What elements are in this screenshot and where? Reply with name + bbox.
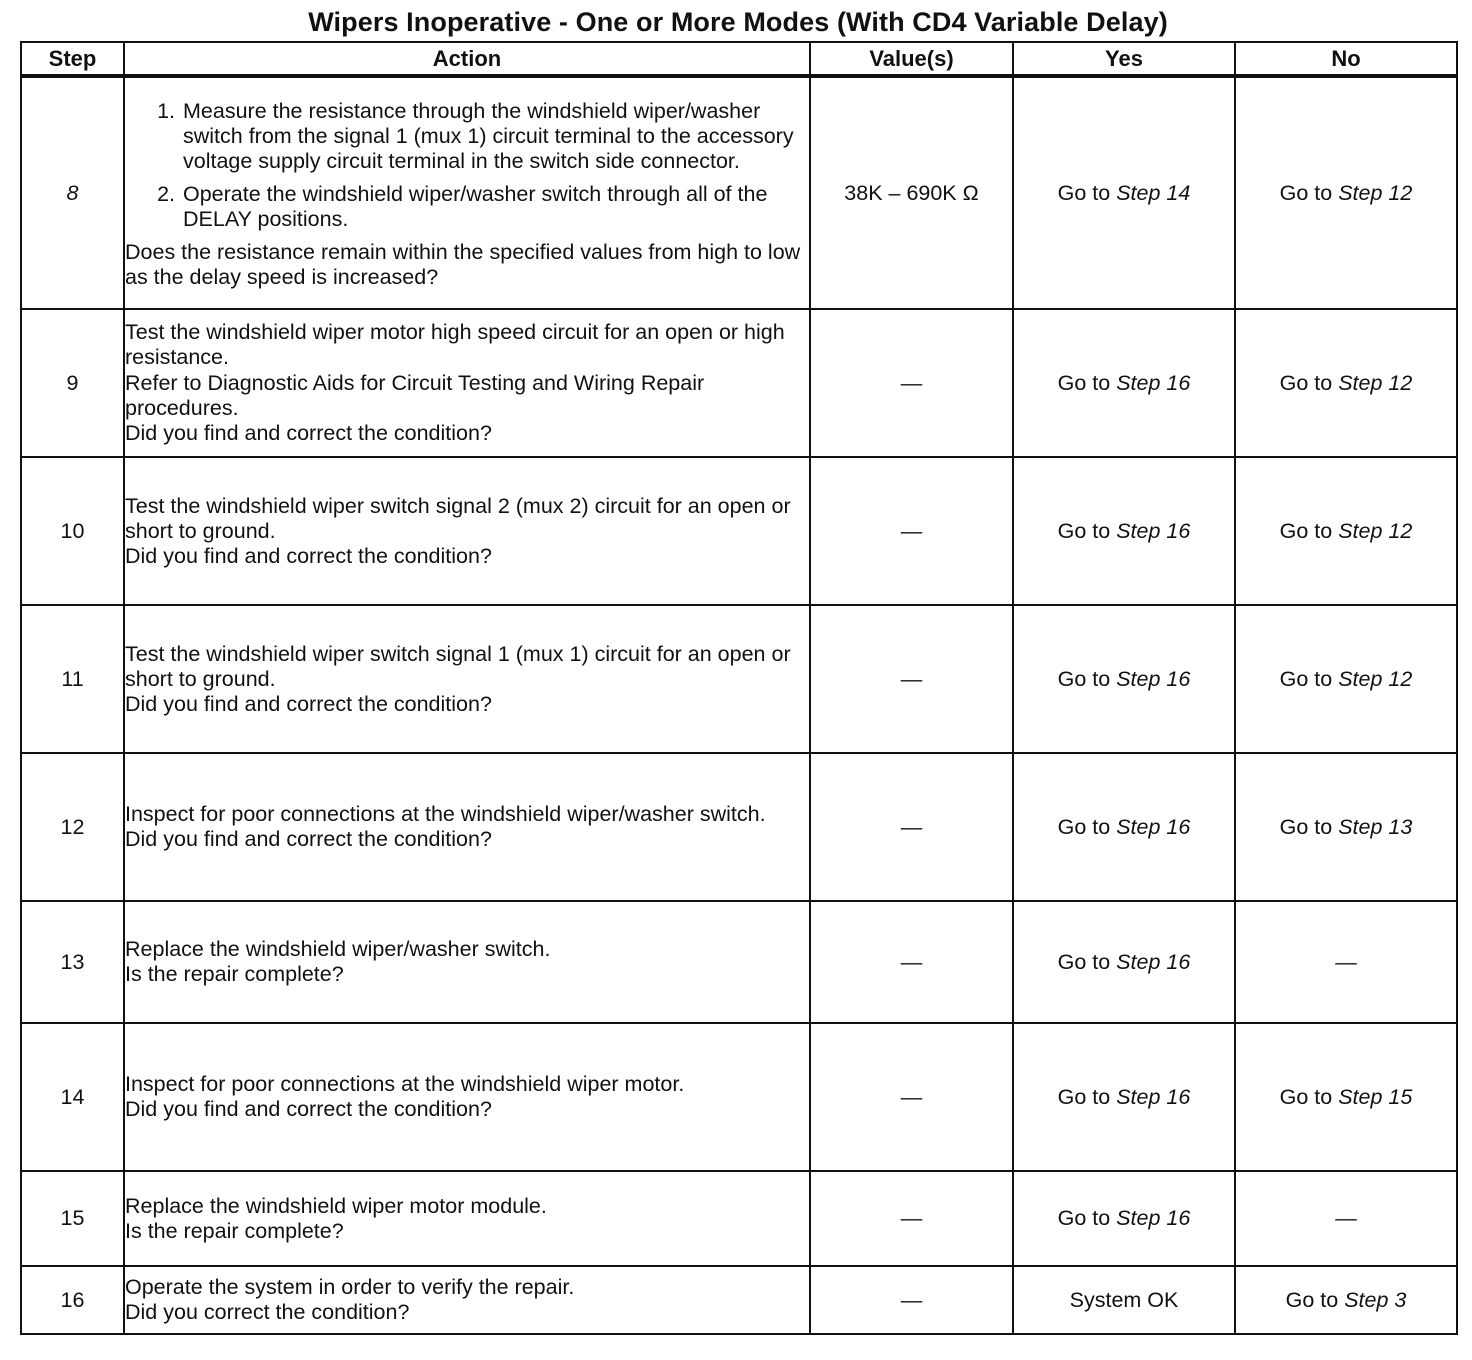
action-reference: Refer to Diagnostic Aids for Circuit Testing and Wiring Repair procedures. — [125, 371, 705, 420]
yes-prefix: Go to — [1057, 518, 1111, 543]
no-prefix: Go to — [1279, 518, 1333, 543]
step-number: 10 — [21, 457, 124, 605]
action-text: Replace the windshield wiper/washer switch. — [125, 937, 551, 961]
value-cell: — — [810, 605, 1013, 753]
yes-cell: System OK — [1013, 1266, 1235, 1334]
yes-prefix: Go to — [1057, 370, 1111, 395]
list-item: 2. Operate the windshield wiper/washer switch through all of the DELAY positions. — [181, 182, 809, 232]
action-cell — [124, 605, 810, 753]
action-question: Did you find and correct the condition? — [125, 691, 492, 716]
value-cell: — — [810, 457, 1013, 605]
no-cell: — — [1235, 901, 1457, 1023]
action-question: Is the repair complete? — [125, 962, 344, 986]
no-cell — [1235, 457, 1457, 605]
yes-cell — [1013, 901, 1235, 1023]
list-item: 1. Measure the resistance through the windshield wiper/washer switch from the signal 1 (mux 1) circuit terminal to the accessory voltage supply circuit terminal in the switch side connector. — [181, 99, 809, 174]
value-cell: — — [810, 1171, 1013, 1266]
no-cell — [1235, 605, 1457, 753]
value-cell: — — [810, 1023, 1013, 1171]
no-prefix: Go to — [1279, 1084, 1333, 1109]
table-row — [21, 76, 1457, 309]
yes-step-link[interactable]: Step 16 — [1116, 666, 1191, 691]
action-cell — [124, 1171, 810, 1266]
step-number: 14 — [21, 1023, 124, 1171]
table-header-row — [21, 42, 1457, 76]
no-prefix: Go to — [1279, 370, 1333, 395]
table-row — [21, 1023, 1457, 1171]
action-text: Test the windshield wiper switch signal 2 (mux 2) circuit for an open or short to ground. — [125, 493, 791, 543]
no-step-link[interactable]: Step 12 — [1338, 518, 1413, 543]
table-row — [21, 1171, 1457, 1266]
header-step: Step — [21, 42, 124, 76]
action-text: Test the windshield wiper switch signal 1 (mux 1) circuit for an open or short to ground. — [125, 641, 791, 691]
action-question: Is the repair complete? — [125, 1218, 344, 1243]
no-prefix: Go to — [1279, 666, 1333, 691]
action-cell — [124, 309, 810, 457]
table-row — [21, 457, 1457, 605]
no-step-link[interactable]: Step 3 — [1344, 1287, 1407, 1312]
value-cell: — — [810, 901, 1013, 1023]
step-number: 15 — [21, 1171, 124, 1266]
yes-step-link[interactable]: Step 16 — [1116, 814, 1191, 839]
yes-prefix: Go to — [1057, 666, 1111, 691]
value-cell: 38K – 690K Ω — [810, 76, 1013, 309]
action-text: Inspect for poor connections at the windshield wiper motor. — [125, 1072, 685, 1096]
yes-step-link[interactable]: Step 16 — [1116, 518, 1191, 543]
action-cell — [124, 1266, 810, 1334]
yes-prefix: Go to — [1057, 1084, 1111, 1109]
step-number: 12 — [21, 753, 124, 901]
table-row — [21, 309, 1457, 457]
action-question: Did you correct the condition? — [125, 1300, 410, 1324]
header-no: No — [1235, 42, 1457, 76]
yes-prefix: Go to — [1057, 949, 1111, 974]
step-number: 11 — [21, 605, 124, 753]
yes-prefix: Go to — [1057, 1206, 1111, 1230]
no-step-link[interactable]: Step 12 — [1338, 370, 1413, 395]
step-number: 16 — [21, 1266, 124, 1334]
yes-step-link[interactable]: Step 16 — [1116, 949, 1191, 974]
yes-step-link[interactable]: Step 16 — [1116, 370, 1191, 395]
no-step-link[interactable]: Step 12 — [1338, 180, 1413, 205]
yes-cell — [1013, 605, 1235, 753]
action-steps-list — [125, 99, 809, 232]
action-text: Test the windshield wiper motor high speed circuit for an open or high resistance. — [125, 320, 785, 369]
yes-cell — [1013, 457, 1235, 605]
no-cell — [1235, 1266, 1457, 1334]
no-prefix: Go to — [1285, 1287, 1339, 1312]
header-action: Action — [124, 42, 810, 76]
yes-step-link[interactable]: Step 16 — [1116, 1084, 1191, 1109]
action-cell — [124, 457, 810, 605]
action-question: Did you find and correct the condition? — [125, 543, 492, 568]
yes-cell — [1013, 1171, 1235, 1266]
yes-prefix: Go to — [1057, 814, 1111, 839]
document-title: Wipers Inoperative - One or More Modes (With CD4 Variable Delay) — [308, 7, 1168, 37]
action-text: Operate the system in order to verify the repair. — [125, 1275, 575, 1299]
table-row — [21, 901, 1457, 1023]
no-step-link[interactable]: Step 12 — [1338, 666, 1413, 691]
step-number: 13 — [21, 901, 124, 1023]
value-cell: — — [810, 309, 1013, 457]
yes-cell — [1013, 76, 1235, 309]
action-question: Does the resistance remain within the specified values from high to low as the delay speed is increased? — [125, 239, 801, 289]
no-cell — [1235, 76, 1457, 309]
no-step-link[interactable]: Step 13 — [1338, 814, 1413, 839]
value-cell: — — [810, 1266, 1013, 1334]
header-values: Value(s) — [810, 42, 1013, 76]
no-cell — [1235, 309, 1457, 457]
no-prefix: Go to — [1279, 180, 1333, 205]
no-cell — [1235, 753, 1457, 901]
action-text: Replace the windshield wiper motor module. — [125, 1193, 547, 1218]
step-number: 8 — [21, 76, 124, 309]
value-cell: — — [810, 753, 1013, 901]
table-row — [21, 1266, 1457, 1334]
action-text: Inspect for poor connections at the windshield wiper/washer switch. — [125, 802, 766, 826]
action-cell — [124, 76, 810, 309]
table-row — [21, 605, 1457, 753]
yes-cell — [1013, 1023, 1235, 1171]
action-cell — [124, 1023, 810, 1171]
yes-step-link[interactable]: Step 16 — [1116, 1206, 1191, 1230]
yes-cell — [1013, 753, 1235, 901]
action-question: Did you find and correct the condition? — [125, 1097, 492, 1121]
header-yes: Yes — [1013, 42, 1235, 76]
table-row — [21, 753, 1457, 901]
yes-cell — [1013, 309, 1235, 457]
no-step-link[interactable]: Step 15 — [1338, 1084, 1413, 1109]
yes-prefix: Go to — [1057, 180, 1111, 205]
no-cell — [1235, 1023, 1457, 1171]
action-question: Did you find and correct the condition? — [125, 421, 492, 445]
yes-step-link[interactable]: Step 14 — [1116, 180, 1191, 205]
action-cell — [124, 753, 810, 901]
no-cell: — — [1235, 1171, 1457, 1266]
action-cell — [124, 901, 810, 1023]
no-prefix: Go to — [1279, 814, 1333, 839]
diagnostic-table — [20, 41, 1458, 1335]
action-question: Did you find and correct the condition? — [125, 827, 492, 851]
step-number: 9 — [21, 309, 124, 457]
